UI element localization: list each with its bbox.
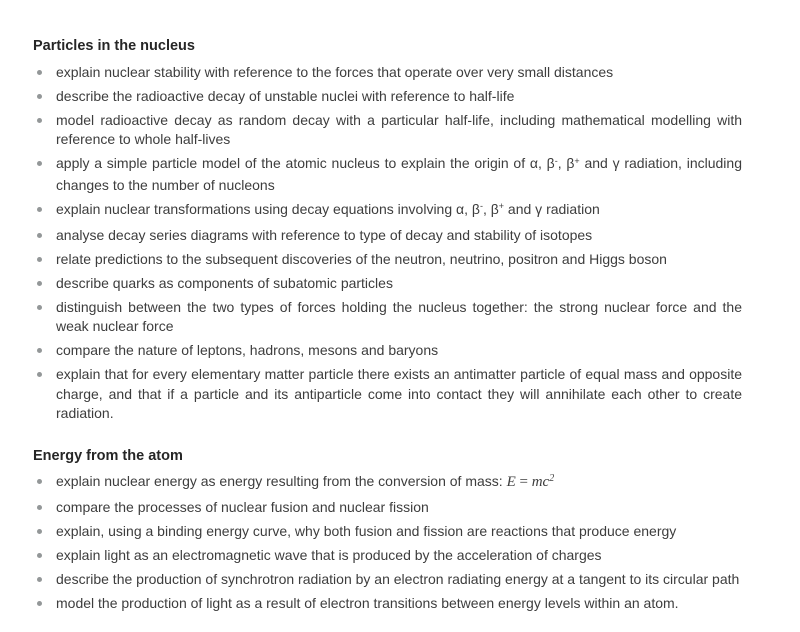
list-item-text <box>56 226 742 246</box>
bullet-icon <box>37 529 42 534</box>
list-item <box>33 298 800 337</box>
bullet-icon <box>37 161 42 166</box>
text-run: explain nuclear transformations using decay equations involving α, β <box>56 200 480 217</box>
text-run: explain nuclear energy as energy resulting from the conversion of mass: <box>56 473 507 489</box>
text-run: describe the production of synchrotron radiation by an electron radiating energy at a tangent to its circular path <box>56 571 740 587</box>
text-run: describe the radioactive decay of unstable nuclei with reference to half-life <box>56 87 515 104</box>
list-item <box>33 154 800 195</box>
bullet-icon <box>37 118 42 123</box>
list-item <box>33 200 800 222</box>
list-item <box>33 341 800 361</box>
bullet-list <box>33 63 800 424</box>
section-heading: Particles in the nucleus <box>33 38 195 54</box>
bullet-icon <box>37 372 42 377</box>
bullet-list <box>33 472 800 614</box>
bullet-icon <box>37 479 42 484</box>
text-run: analyse decay series diagrams with reference to type of decay and stability of isotopes <box>56 226 593 243</box>
list-item-text <box>56 594 742 614</box>
text-run: , β <box>482 200 499 217</box>
text-run: , β <box>557 155 575 171</box>
list-item-text <box>56 87 742 107</box>
list-item-text <box>56 570 742 590</box>
section <box>33 37 800 424</box>
list-item-text <box>56 546 742 566</box>
bullet-icon <box>37 305 42 310</box>
text-run-sup: + <box>498 201 505 211</box>
list-item-text <box>56 365 742 424</box>
list-item <box>33 472 800 494</box>
bullet-icon <box>37 348 42 353</box>
list-item <box>33 226 800 246</box>
list-item <box>33 594 800 614</box>
text-run: model radioactive decay as random decay with a particular half-life, including mathematical modelling with reference to whole half-lives <box>56 111 742 147</box>
list-item-text <box>56 63 742 83</box>
text-run: compare the processes of nuclear fusion and nuclear fission <box>56 499 429 515</box>
text-run: compare the nature of leptons, hadrons, mesons and baryons <box>56 342 439 358</box>
section-heading: Energy from the atom <box>33 447 183 464</box>
list-item-text <box>56 274 742 294</box>
bullet-icon <box>37 233 42 238</box>
list-item-text <box>56 498 742 518</box>
list-item-text <box>56 250 742 270</box>
text-run-matheq: = <box>515 474 532 490</box>
bullet-icon <box>37 70 42 75</box>
bullet-icon <box>37 94 42 99</box>
list-item-text <box>56 111 742 150</box>
text-run: and γ radiation, including changes to the number of nucleons <box>56 155 742 193</box>
text-run-math: mc <box>531 474 550 490</box>
bullet-icon <box>37 577 42 582</box>
list-item-text <box>56 472 742 494</box>
list-item <box>33 87 800 107</box>
text-run: explain nuclear stability with reference to the forces that operate over very small distances <box>56 63 614 80</box>
bullet-icon <box>37 281 42 286</box>
text-run: model the production of light as a result of electron transitions between energy levels within an atom. <box>56 595 679 611</box>
list-item <box>33 63 800 83</box>
text-run: explain that for every elementary matter particle there exists an antimatter particle of equal mass and opposite charge, and that if a particle and its antiparticle come into contact they will annihilate each other to create radiation. <box>56 366 742 421</box>
list-item <box>33 111 800 150</box>
list-item <box>33 365 800 424</box>
list-item <box>33 570 800 590</box>
text-run-sup: + <box>574 155 580 166</box>
section <box>33 447 800 614</box>
bullet-icon <box>37 553 42 558</box>
text-run-sup: - <box>479 201 483 211</box>
list-item-text <box>56 154 742 195</box>
text-run-msup: 2 <box>549 473 555 484</box>
text-run: distinguish between the two types of forces holding the nucleus together: the strong nuclear force and the weak nuclear force <box>56 298 742 334</box>
list-item <box>33 546 800 566</box>
bullet-icon <box>37 207 42 212</box>
bullet-icon <box>37 257 42 262</box>
list-item-text <box>56 298 742 337</box>
bullet-icon <box>37 601 42 606</box>
list-item-text <box>56 341 742 361</box>
text-run: explain, using a binding energy curve, why both fusion and fission are reactions that produce energy <box>56 523 677 539</box>
text-run-math: E <box>506 474 516 490</box>
list-item-text <box>56 522 742 542</box>
text-run: apply a simple particle model of the atomic nucleus to explain the origin of α, β <box>56 155 555 171</box>
text-run: describe quarks as components of subatomic particles <box>56 274 393 291</box>
list-item <box>33 522 800 542</box>
list-item <box>33 250 800 270</box>
text-run: relate predictions to the subsequent discoveries of the neutron, neutrino, positron and Higgs boson <box>56 250 667 267</box>
list-item <box>33 498 800 518</box>
list-item <box>33 274 800 294</box>
list-item-text <box>56 200 742 222</box>
text-run: explain light as an electromagnetic wave that is produced by the acceleration of charges <box>56 547 602 563</box>
text-run: and γ radiation <box>504 200 600 217</box>
bullet-icon <box>37 505 42 510</box>
text-run-sup: - <box>554 155 558 166</box>
